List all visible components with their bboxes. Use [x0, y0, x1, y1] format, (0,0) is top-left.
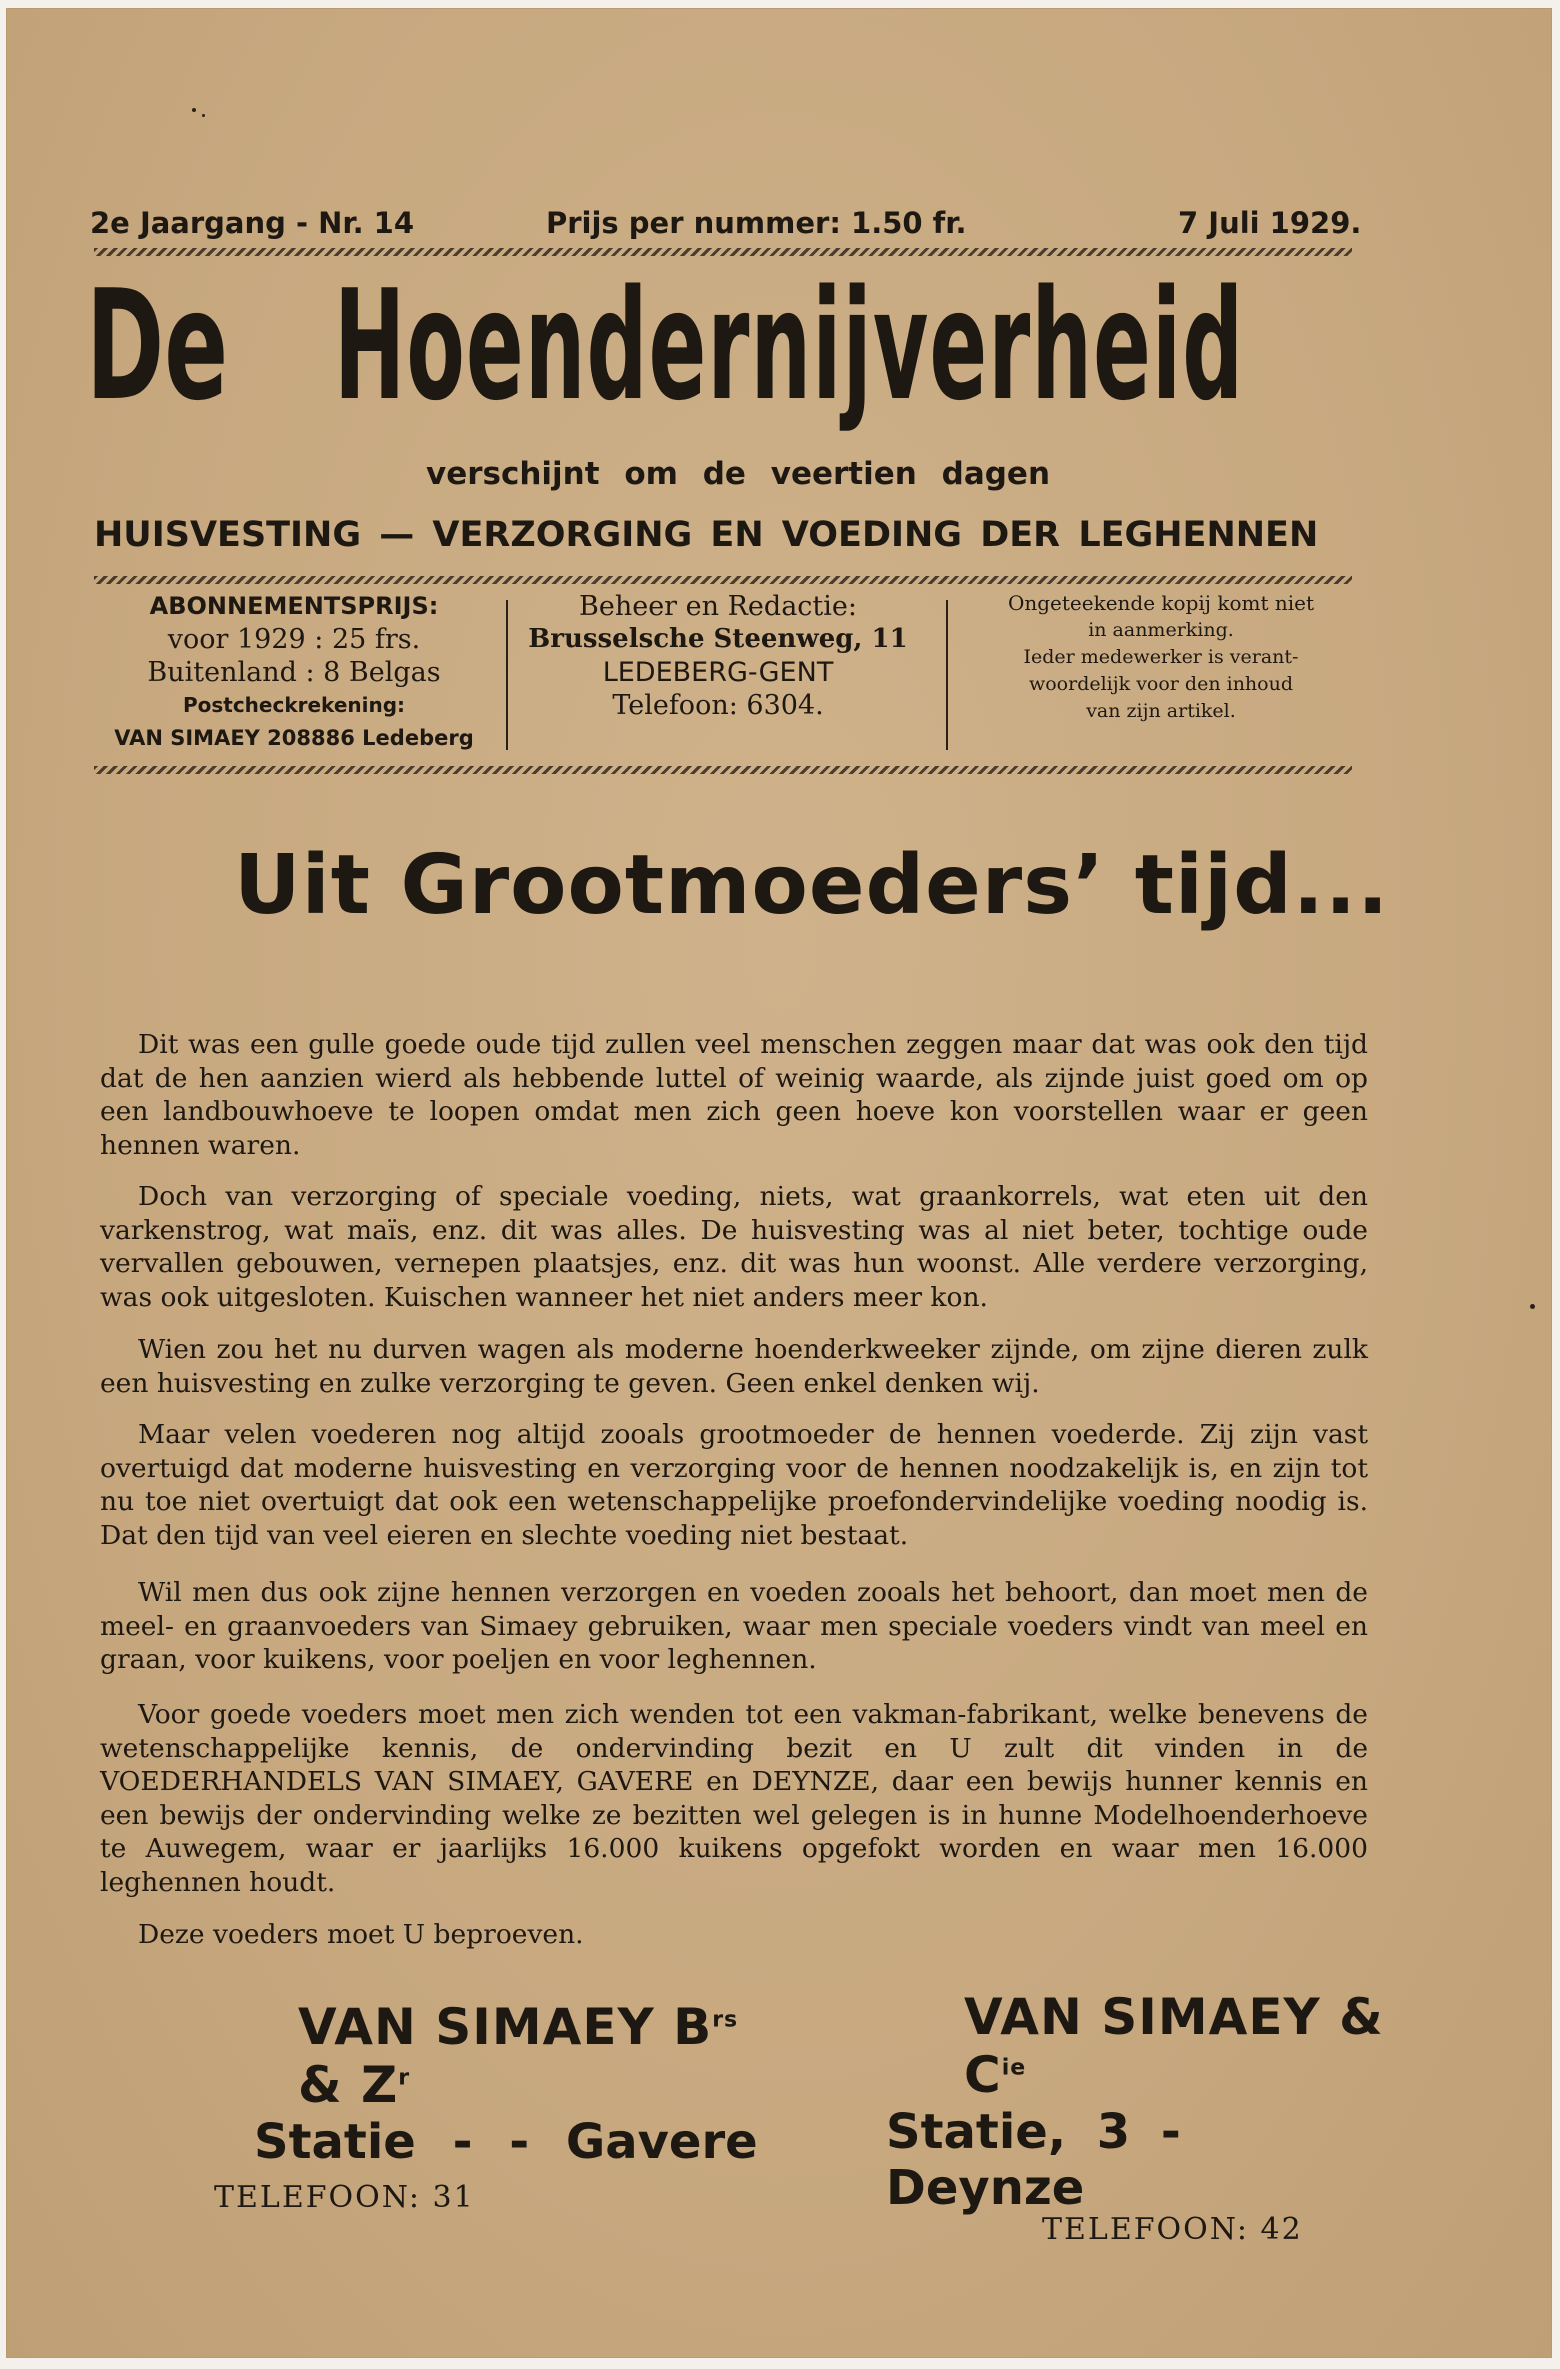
- article-paragraph-7: Deze voeders moet U beproeven.: [138, 1919, 584, 1950]
- issue-number: 2e Jaargang - Nr. 14: [90, 206, 415, 240]
- subscription-block: [94, 590, 494, 750]
- notice-line-2: in aanmerking.: [1088, 619, 1234, 641]
- advertiser-gavere-name: VAN SIMAEY $B^{rs}$ & $Z^r$: [298, 1998, 739, 2114]
- notice-line-3: Ieder medewerker is verant-: [1023, 646, 1299, 668]
- newspaper-page: [6, 8, 1552, 2358]
- notice-line-4: woordelijk voor den inhoud: [1028, 673, 1294, 695]
- editorial-phone: Telefoon: 6304.: [612, 690, 824, 721]
- subscription-price: voor 1929 : 25 frs.: [167, 624, 421, 655]
- subscription-foreign: Buitenland : 8 Belgas: [147, 657, 441, 688]
- paper-speck: [192, 108, 196, 112]
- article-paragraph-2: Doch van verzorging of speciale voeding, niets, wat graankorrels, wat eten uit den varkenstrog, wat maïs, enz. dit was alles. De huisvesting was al niet beter, tochtige oude vervallen gebouwen, vernepen plaatsjes, enz. dit was hun woonst. Alle verdere verzorging, was ook uitgesloten. Kuischen wanneer het niet anders meer kon.: [100, 1181, 1368, 1313]
- subscription-postcheck-label: Postcheckrekening:: [182, 693, 406, 717]
- masthead-sections: HUISVESTING — VERZORGING EN VOEDING DER LEGHENNEN: [94, 515, 1319, 555]
- editorial-heading: Beheer en Redactie:: [579, 591, 857, 622]
- notice-line-1: Ongeteekende kopij komt niet: [1007, 591, 1315, 615]
- article-paragraph-1: Dit was een gulle goede oude tijd zullen veel menschen zeggen maar dat was ook den tijd dat de hen aanzien wierd als hebbende luttel of weinig waarde, als zijnde juist goed om op een landbouwhoeve te loopen omdat men zich geen hoeve kon voorstellen waar er geen hennen waren.: [100, 1029, 1368, 1161]
- info-divider-1: [506, 600, 508, 750]
- subscription-account: VAN SIMAEY 208886 Ledeberg: [114, 726, 474, 750]
- wavy-rule-info-bottom: [94, 766, 1352, 774]
- issue-price: Prijs per nummer: 1.50 fr.: [546, 206, 967, 240]
- masthead-word-hoendernijverheid: Hoendernijverheid: [334, 257, 1245, 434]
- advertiser-deynze-address: Statie, 3 - Deynze: [886, 2104, 1181, 2216]
- masthead-subtitle: verschijnt om de veertien dagen: [426, 456, 1051, 492]
- paper-speck: [202, 114, 205, 117]
- masthead: [86, 257, 1356, 434]
- advertiser-deynze: [886, 1988, 1406, 2247]
- issue-date: 7 Juli 1929.: [1178, 206, 1362, 240]
- wavy-rule-top: [94, 248, 1352, 256]
- advertiser-gavere-phone: TELEFOON: 31: [214, 2180, 475, 2215]
- editorial-street: Brusselsche Steenweg, 11: [528, 624, 908, 654]
- masthead-word-de: De: [86, 257, 229, 434]
- wavy-rule-info-top: [94, 576, 1352, 584]
- editorial-city: LEDEBERG-GENT: [602, 657, 834, 688]
- article-paragraph-5: Wil men dus ook zijne hennen verzorgen en voeden zooals het behoort, dan moet men de meel- en graanvoeders van Simaey gebruiken, waar men speciale voeders vindt van meel en graan, voor kuikens, voor poeljen en voor leghennen.: [100, 1577, 1368, 1675]
- editorial-block: [518, 590, 918, 750]
- article-paragraph-4: Maar velen voederen nog altijd zooals grootmoeder de hennen voederde. Zij zijn vast overtuigd dat moderne huisvesting en verzorging voor de hennen noodzakelijk is, en zijn tot nu toe niet overtuigt dat ook een wetenschappelijke proefondervindelijke voeding noodig is. Dat den tijd van veel eieren en slechte voeding niet bestaat.: [100, 1419, 1368, 1551]
- notice-line-5: van zijn artikel.: [1086, 700, 1236, 722]
- advertiser-gavere-address: Statie - - Gavere: [254, 2114, 758, 2170]
- advertiser-deynze-name: VAN SIMAEY & $C^{ie}$: [964, 1988, 1384, 2104]
- article-title: Uit Grootmoeders’ tijd...: [234, 838, 1390, 933]
- advertiser-gavere: [206, 1998, 766, 2215]
- subscription-heading: ABONNEMENTSPRIJS:: [149, 592, 439, 620]
- advertiser-deynze-phone: TELEFOON: 42: [1042, 2212, 1303, 2247]
- notice-block: [956, 590, 1366, 750]
- article-paragraph-6: Voor goede voeders moet men zich wenden tot een vakman-fabrikant, welke benevens de wetenschappelijke kennis, de ondervinding bezit en U zult dit vinden in de VOEDERHANDELS VAN SIMAEY, GAVERE en DEYNZE, daar een bewijs hunner kennis en een bewijs der ondervinding welke ze bezitten wel gelegen is in hunne Modelhoenderhoeve te Auwegem, waar er jaarlijks 16.000 kuikens opgefokt worden en waar men 16.000 leghennen houdt.: [100, 1699, 1368, 1898]
- paper-speck: [1530, 1304, 1535, 1309]
- info-divider-2: [946, 600, 948, 750]
- article-paragraph-3: Wien zou het nu durven wagen als moderne hoenderkweeker zijnde, om zijne dieren zulk een huisvesting en zulke verzorging te geven. Geen enkel denken wij.: [100, 1334, 1368, 1399]
